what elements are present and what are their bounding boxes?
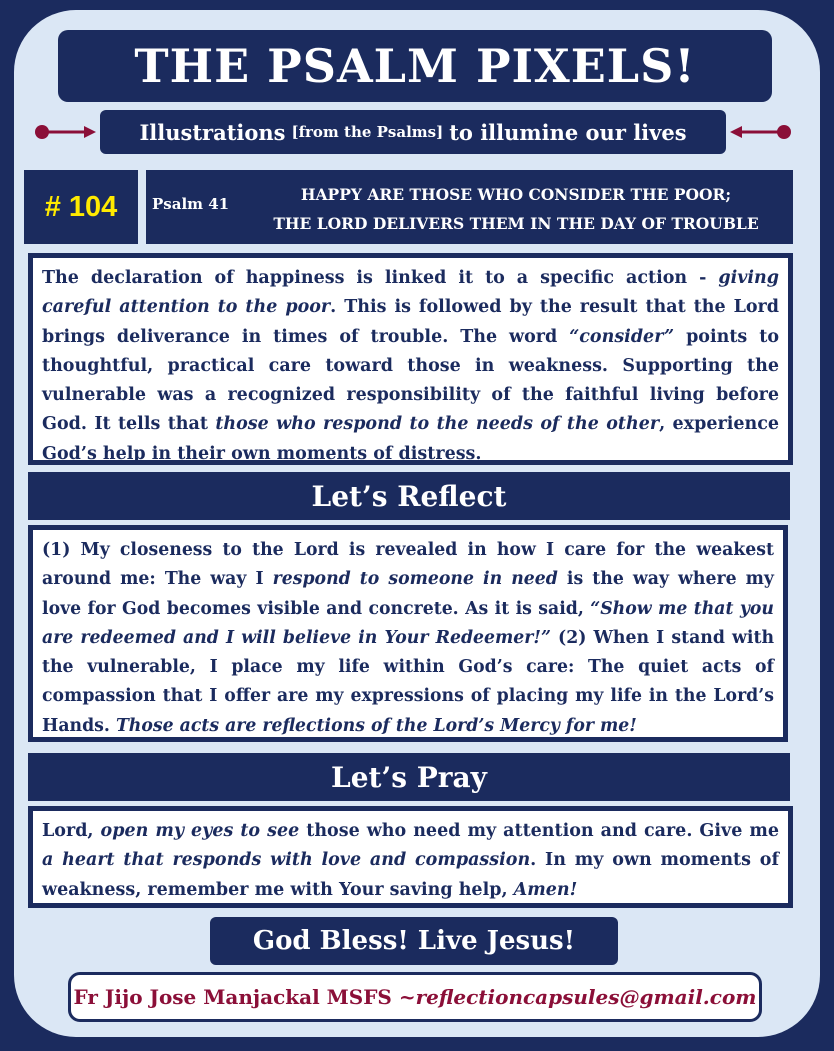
psalm-number: # 104 bbox=[44, 190, 118, 223]
intro-text-5: points to thoughtful, practical care toward those in weakness. Supporting the vulnerable was a recognized responsibility of the faithful living before God. It tells that bbox=[42, 326, 779, 435]
blessing-banner bbox=[210, 917, 618, 965]
intro-text-6: those who respond to the needs of the other bbox=[215, 414, 660, 435]
psalm-header bbox=[146, 170, 793, 244]
arrow-left-icon bbox=[730, 124, 792, 140]
psalm-heading bbox=[246, 180, 786, 238]
intro-text-7: , experience God’s help in their own moments of distress. bbox=[42, 414, 779, 464]
pray-text bbox=[28, 806, 793, 908]
reflect-text-2: respond to someone in need bbox=[272, 569, 558, 590]
psalm-heading-line2: THE LORD DELIVERS THEM IN THE DAY OF TROUBLE bbox=[273, 214, 759, 233]
pray-heading-text: Let’s Pray bbox=[331, 760, 487, 794]
reflect-heading bbox=[28, 472, 790, 520]
subtitle-post: to illumine our lives bbox=[449, 119, 687, 145]
page-title bbox=[58, 30, 772, 102]
intro-text-3: . This is followed by the result that the Lord brings deliverance in times of trouble. The word bbox=[42, 297, 780, 347]
reflect-heading-text: Let’s Reflect bbox=[311, 479, 507, 513]
author-email-link[interactable]: reflectioncapsules@gmail.com bbox=[415, 985, 757, 1009]
author-name: Fr Jijo Jose Manjackal MSFS ~ bbox=[73, 985, 416, 1009]
reflect-text-4: “Show me that you are redeemed and I will believe in Your Redeemer!” bbox=[42, 598, 774, 648]
pray-text-2: open my eyes to see bbox=[100, 821, 300, 841]
psalm-heading-line1: HAPPY ARE THOSE WHO CONSIDER THE POOR; bbox=[300, 185, 732, 204]
pray-text-5: . In my own moments of weakness, remember me with Your saving help, bbox=[42, 850, 779, 900]
subtitle-small: [from the Psalms] bbox=[291, 123, 444, 141]
intro-text-4: “consider” bbox=[569, 326, 675, 347]
pray-text-1: Lord, bbox=[42, 821, 101, 841]
intro-text bbox=[28, 253, 793, 465]
blessing-text: God Bless! Live Jesus! bbox=[252, 926, 576, 956]
subtitle bbox=[100, 110, 726, 154]
reflect-text-1: (1) My closeness to the Lord is revealed in how I care for the weakest around me: The way I bbox=[42, 540, 774, 590]
reflect-text-3: is the way where my love for God becomes visible and concrete. As it is said, bbox=[42, 569, 774, 619]
psalm-number-badge bbox=[24, 170, 138, 244]
page-title-text: THE PSALM PIXELS! bbox=[134, 39, 696, 93]
author-signature bbox=[68, 972, 762, 1022]
pray-text-3: those who need my attention and care. Give me bbox=[299, 821, 779, 841]
reflect-text-6: Those acts are reflections of the Lord’s Mercy for me! bbox=[115, 715, 637, 736]
reflect-text bbox=[28, 525, 788, 742]
pray-text-4: a heart that responds with love and compassion bbox=[42, 850, 531, 871]
arrow-right-icon bbox=[34, 124, 96, 140]
reflect-text-5: (2) When I stand with the vulnerable, I place my life within God’s care: The quiet acts of compassion that I offer are my expressions of placing my life in the Lord’s Hands. bbox=[42, 627, 775, 736]
pray-text-6: Amen! bbox=[513, 879, 578, 900]
subtitle-pre: Illustrations bbox=[139, 119, 286, 145]
intro-text-1: The declaration of happiness is linked it to a specific action - bbox=[42, 268, 719, 288]
intro-text-2: giving careful attention to the poor bbox=[42, 268, 779, 318]
pray-heading bbox=[28, 753, 790, 801]
psalm-reference: Psalm 41 bbox=[152, 195, 230, 213]
